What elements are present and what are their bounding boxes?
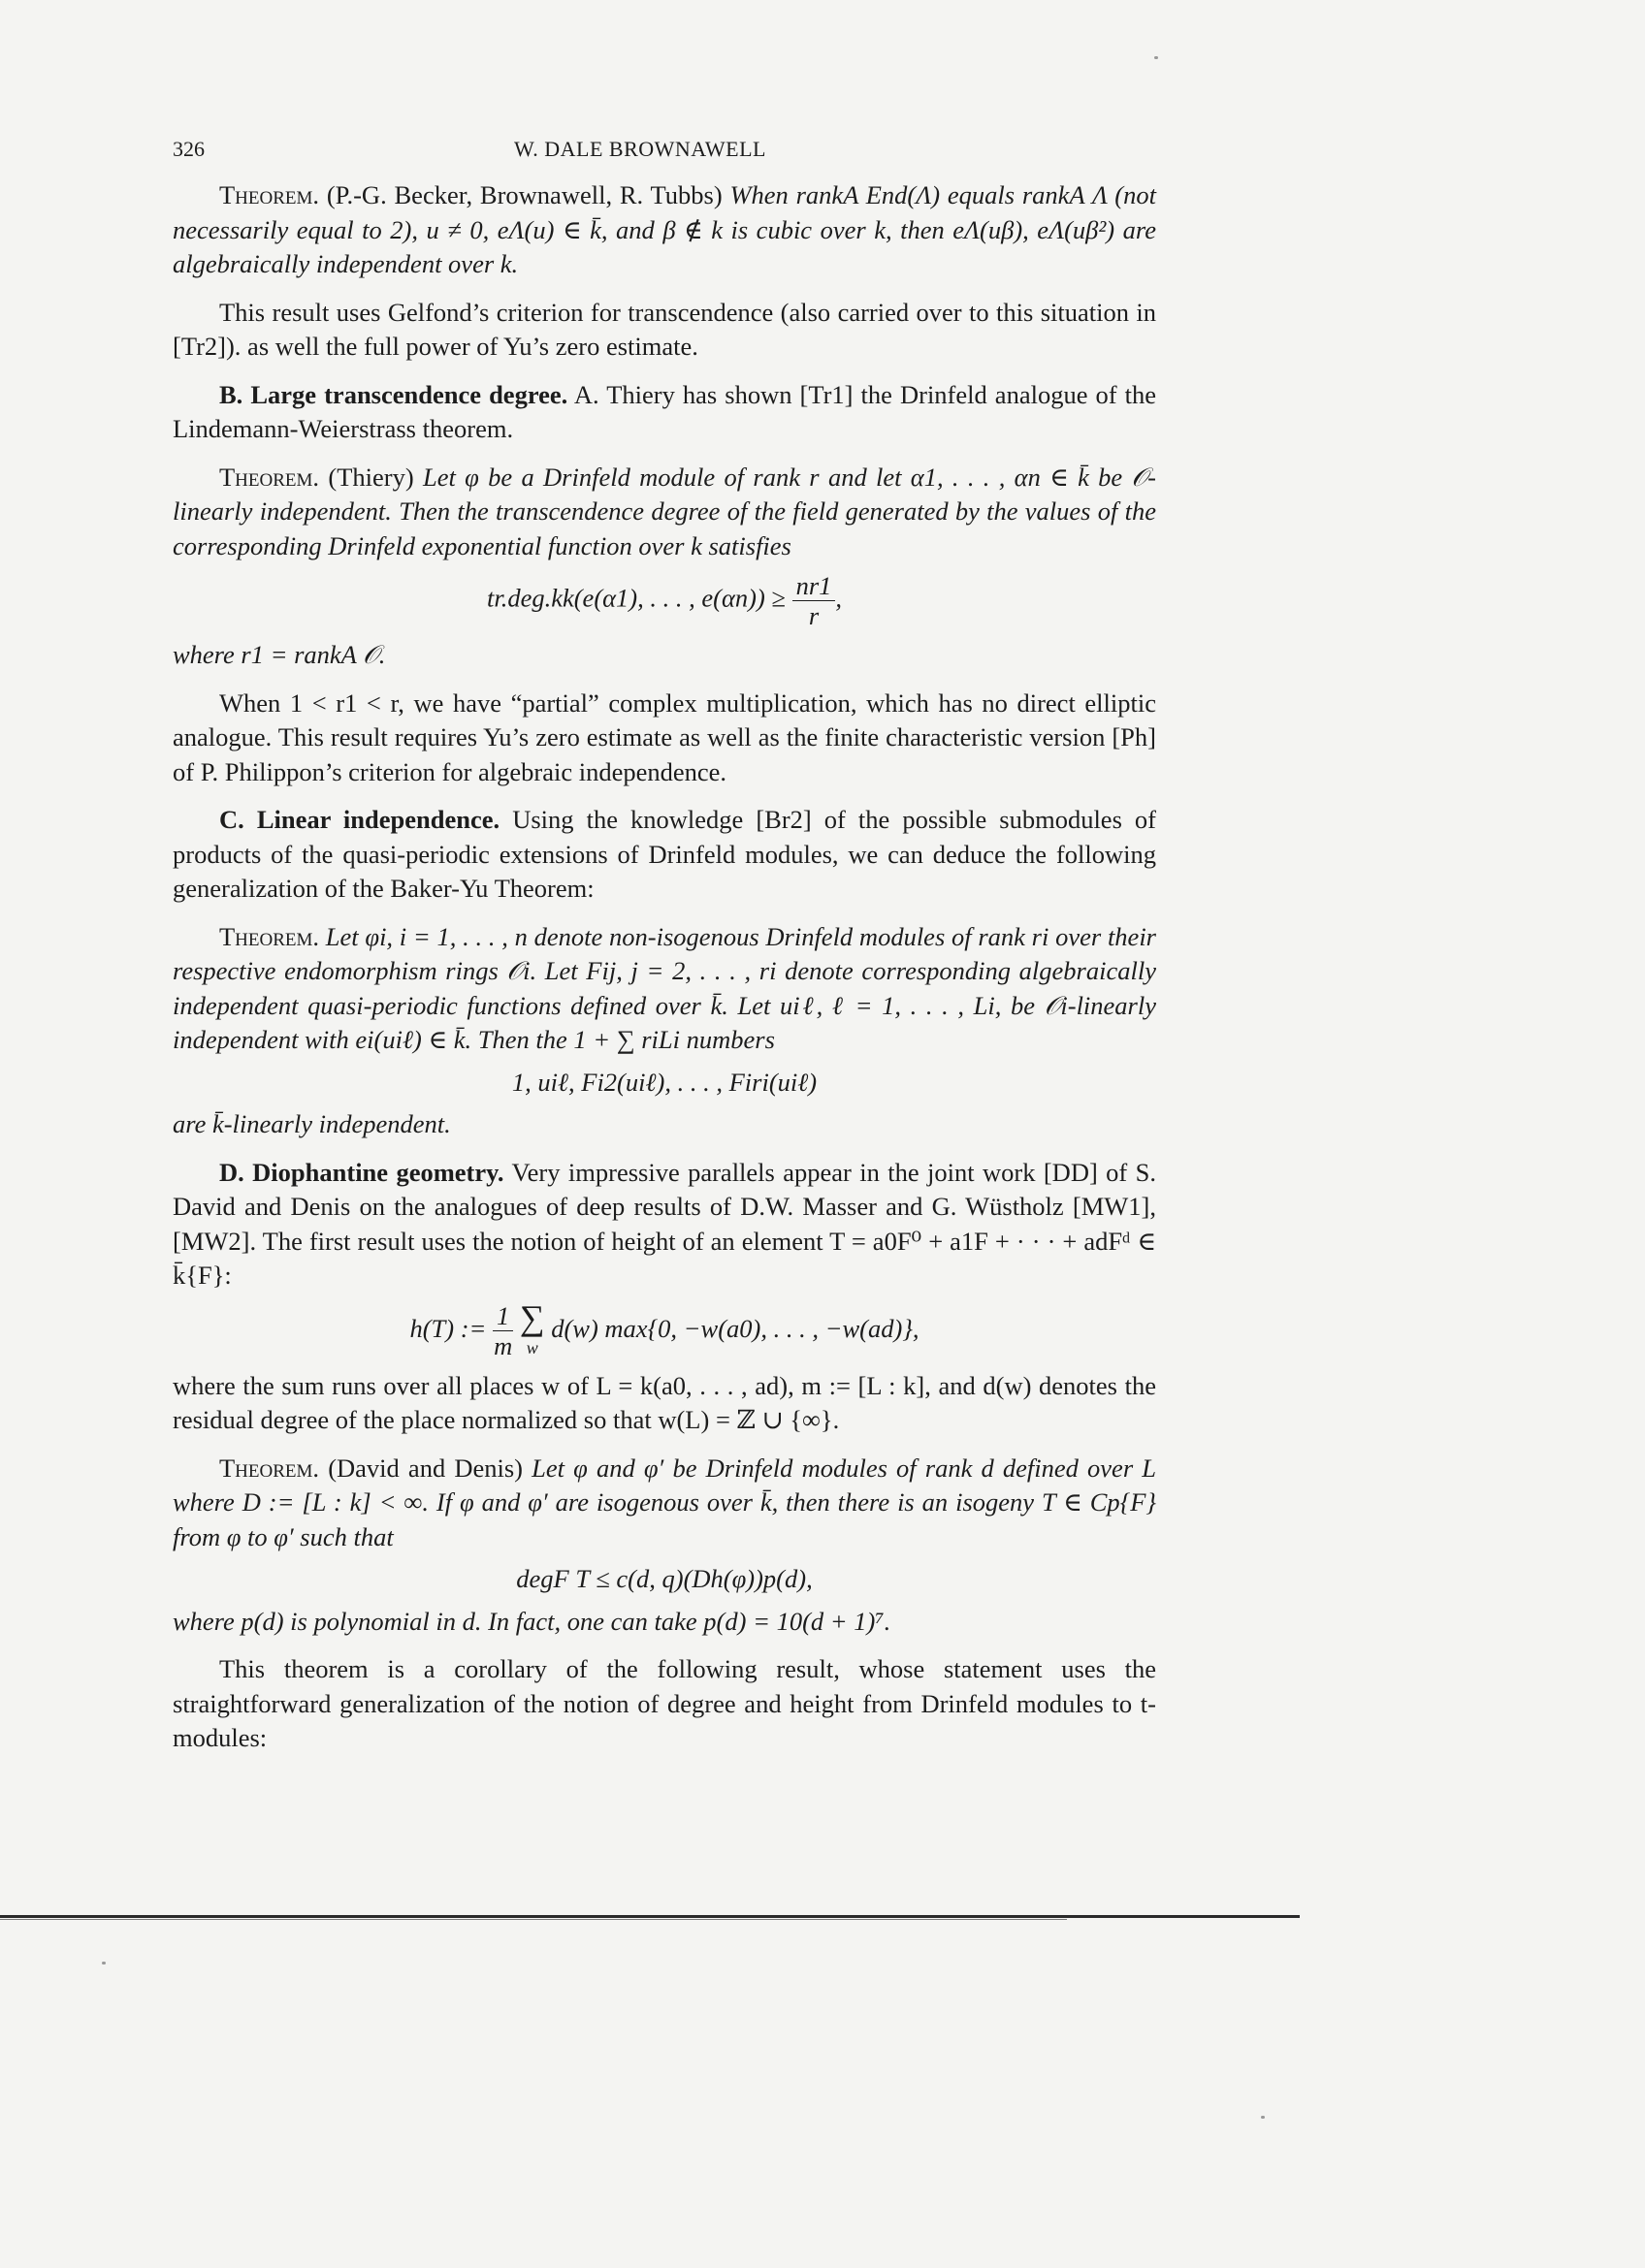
theorem-statement: Let φi, i = 1, . . . , n denote non-isogenous Drinfeld modules of rank ri over their respective endomorphism rings 𝒪i. Let Fij, j = 2, . . . , ri denote corresponding algebraically independent quasi-periodic functions defined over k̄. Let uiℓ, ℓ = 1, . . . , Li, be 𝒪i-linearly independent with ei(uiℓ) ∈ k̄. Then the 1 + ∑ riLi numbers — [173, 921, 1156, 1054]
section-d — [173, 1156, 1156, 1294]
theorem-after-text: where p(d) is polynomial in d. In fact, one can take p(d) = 10(d + 1)⁷. — [173, 1606, 891, 1636]
section-c — [173, 803, 1156, 907]
formula-lhs: tr.deg.kk(e(α1), . . . , e(αn)) ≥ — [486, 583, 786, 613]
formula-lhs: h(T) := — [409, 1313, 487, 1343]
theorem-statement: Let φ be a Drinfeld module of rank r and let α1, . . . , αn ∈ k̄ be 𝒪-linearly independent. Then the transcendence degree of the field generated by the values of the corresponding Drinfeld exponential function over k satisfies — [173, 462, 1157, 560]
page-number: 326 — [173, 137, 205, 161]
theorem-label: Theorem. — [219, 1453, 320, 1483]
theorem-label: Theorem. — [219, 462, 320, 492]
summation — [519, 1297, 545, 1361]
scan-speck — [102, 1962, 106, 1965]
section-text: A. Thiery has shown [Tr1] the Drinfeld analogue of the Lindemann-Weierstrass theorem. — [173, 379, 1157, 443]
fraction — [493, 1301, 513, 1360]
theorem-attribution: (P.-G. Becker, Brownawell, R. Tubbs) — [326, 180, 723, 209]
sigma-symbol: ∑ — [519, 1297, 545, 1337]
section-heading: B. Large transcendence degree. — [219, 379, 568, 409]
theorem-david-denis — [173, 1452, 1156, 1555]
fraction-numerator: 1 — [493, 1301, 513, 1331]
theorem-label: Theorem. — [219, 921, 320, 951]
fraction-denominator: r — [808, 601, 820, 630]
paragraph-gelfond: This result uses Gelfond’s criterion for transcendence (also carried over to this situation in [Tr2]). as well the full power of Yu’s zero estimate. — [173, 297, 1156, 361]
theorem-statement: When rankA End(Λ) equals rankA Λ (not necessarily equal to 2), u ≠ 0, eΛ(u) ∈ k̄, and β ∉ k is cubic over k, then eΛ(uβ), eΛ(uβ²) are algebraically independent over k. — [173, 180, 1156, 278]
formula-tail: , — [835, 583, 843, 613]
paragraph-partial-cm: When 1 < r1 < r, we have “partial” complex multiplication, which has no direct elliptic analogue. This result requires Yu’s zero estimate as well as the finite characteristic version [Ph] of P. Philippon’s criterion for algebraic independence. — [173, 687, 1156, 786]
paragraph-corollary: This theorem is a corollary of the following result, whose statement uses the straightforward generalization of the notion of degree and height from Drinfeld modules to t-modules: — [173, 1654, 1156, 1752]
section-heading: C. Linear independence. — [219, 805, 500, 834]
fraction-numerator: nr1 — [792, 571, 836, 601]
theorem-linear — [173, 920, 1156, 1058]
fraction — [792, 571, 836, 630]
scan-edge-shadow — [0, 1919, 1067, 1920]
section-text: Using the knowledge [Br2] of the possible submodules of products of the quasi-periodic extensions of Drinfeld modules, we can deduce the following generalization of the Baker-Yu Theorem: — [173, 805, 1157, 903]
display-formula-trdeg — [173, 571, 1156, 630]
theorem-attribution: (Thiery) — [328, 462, 414, 492]
display-formula-degree: degF T ≤ c(d, q)(Dh(φ))p(d), — [516, 1564, 813, 1593]
section-after-text: where the sum runs over all places w of L = k(a0, . . . , ad), m := [L : k], and d(w) denotes the residual degree of the place normalized so that w(L) = ℤ ∪ {∞}. — [173, 1370, 1156, 1434]
section-text: Very impressive parallels appear in the joint work [DD] of S. David and Denis on the analogues of deep results of D.W. Masser and G. Wüstholz [MW1], [MW2]. The first result uses the notion of height of an element T = a0F⁰ + a1F + · · · + adFᵈ ∈ k̄{F}: — [173, 1157, 1156, 1290]
formula-rhs: d(w) max{0, −w(a0), . . . , −w(ad)}, — [551, 1313, 919, 1343]
section-b — [173, 378, 1156, 447]
theorem-statement: Let φ and φ′ be Drinfeld modules of rank d defined over L where D := [L : k] < ∞. If φ and φ′ are isogenous over k̄, then there is an isogeny T ∈ Cp{F} from φ to φ′ such that — [173, 1453, 1157, 1551]
scan-edge-line — [0, 1915, 1300, 1918]
theorem-label: Theorem. — [219, 180, 320, 209]
running-header — [173, 126, 1156, 165]
theorem-after-text: where r1 = rankA 𝒪. — [173, 640, 386, 669]
running-author: W. DALE BROWNAWELL — [514, 137, 766, 161]
theorem-attribution: (David and Denis) — [328, 1453, 523, 1483]
fraction-denominator: m — [494, 1331, 513, 1360]
scan-speck — [1261, 2116, 1265, 2119]
display-formula-height — [173, 1297, 1156, 1361]
display-formula-numbers: 1, uiℓ, Fi2(uiℓ), . . . , Firi(uiℓ) — [511, 1067, 818, 1097]
section-heading: D. Diophantine geometry. — [219, 1157, 504, 1187]
scan-speck — [1154, 56, 1158, 59]
theorem-becker — [173, 178, 1156, 282]
page-body — [173, 126, 1156, 1756]
theorem-thiery — [173, 461, 1156, 564]
summation-index: w — [526, 1337, 538, 1358]
theorem-after-text: are k̄-linearly independent. — [173, 1109, 451, 1138]
